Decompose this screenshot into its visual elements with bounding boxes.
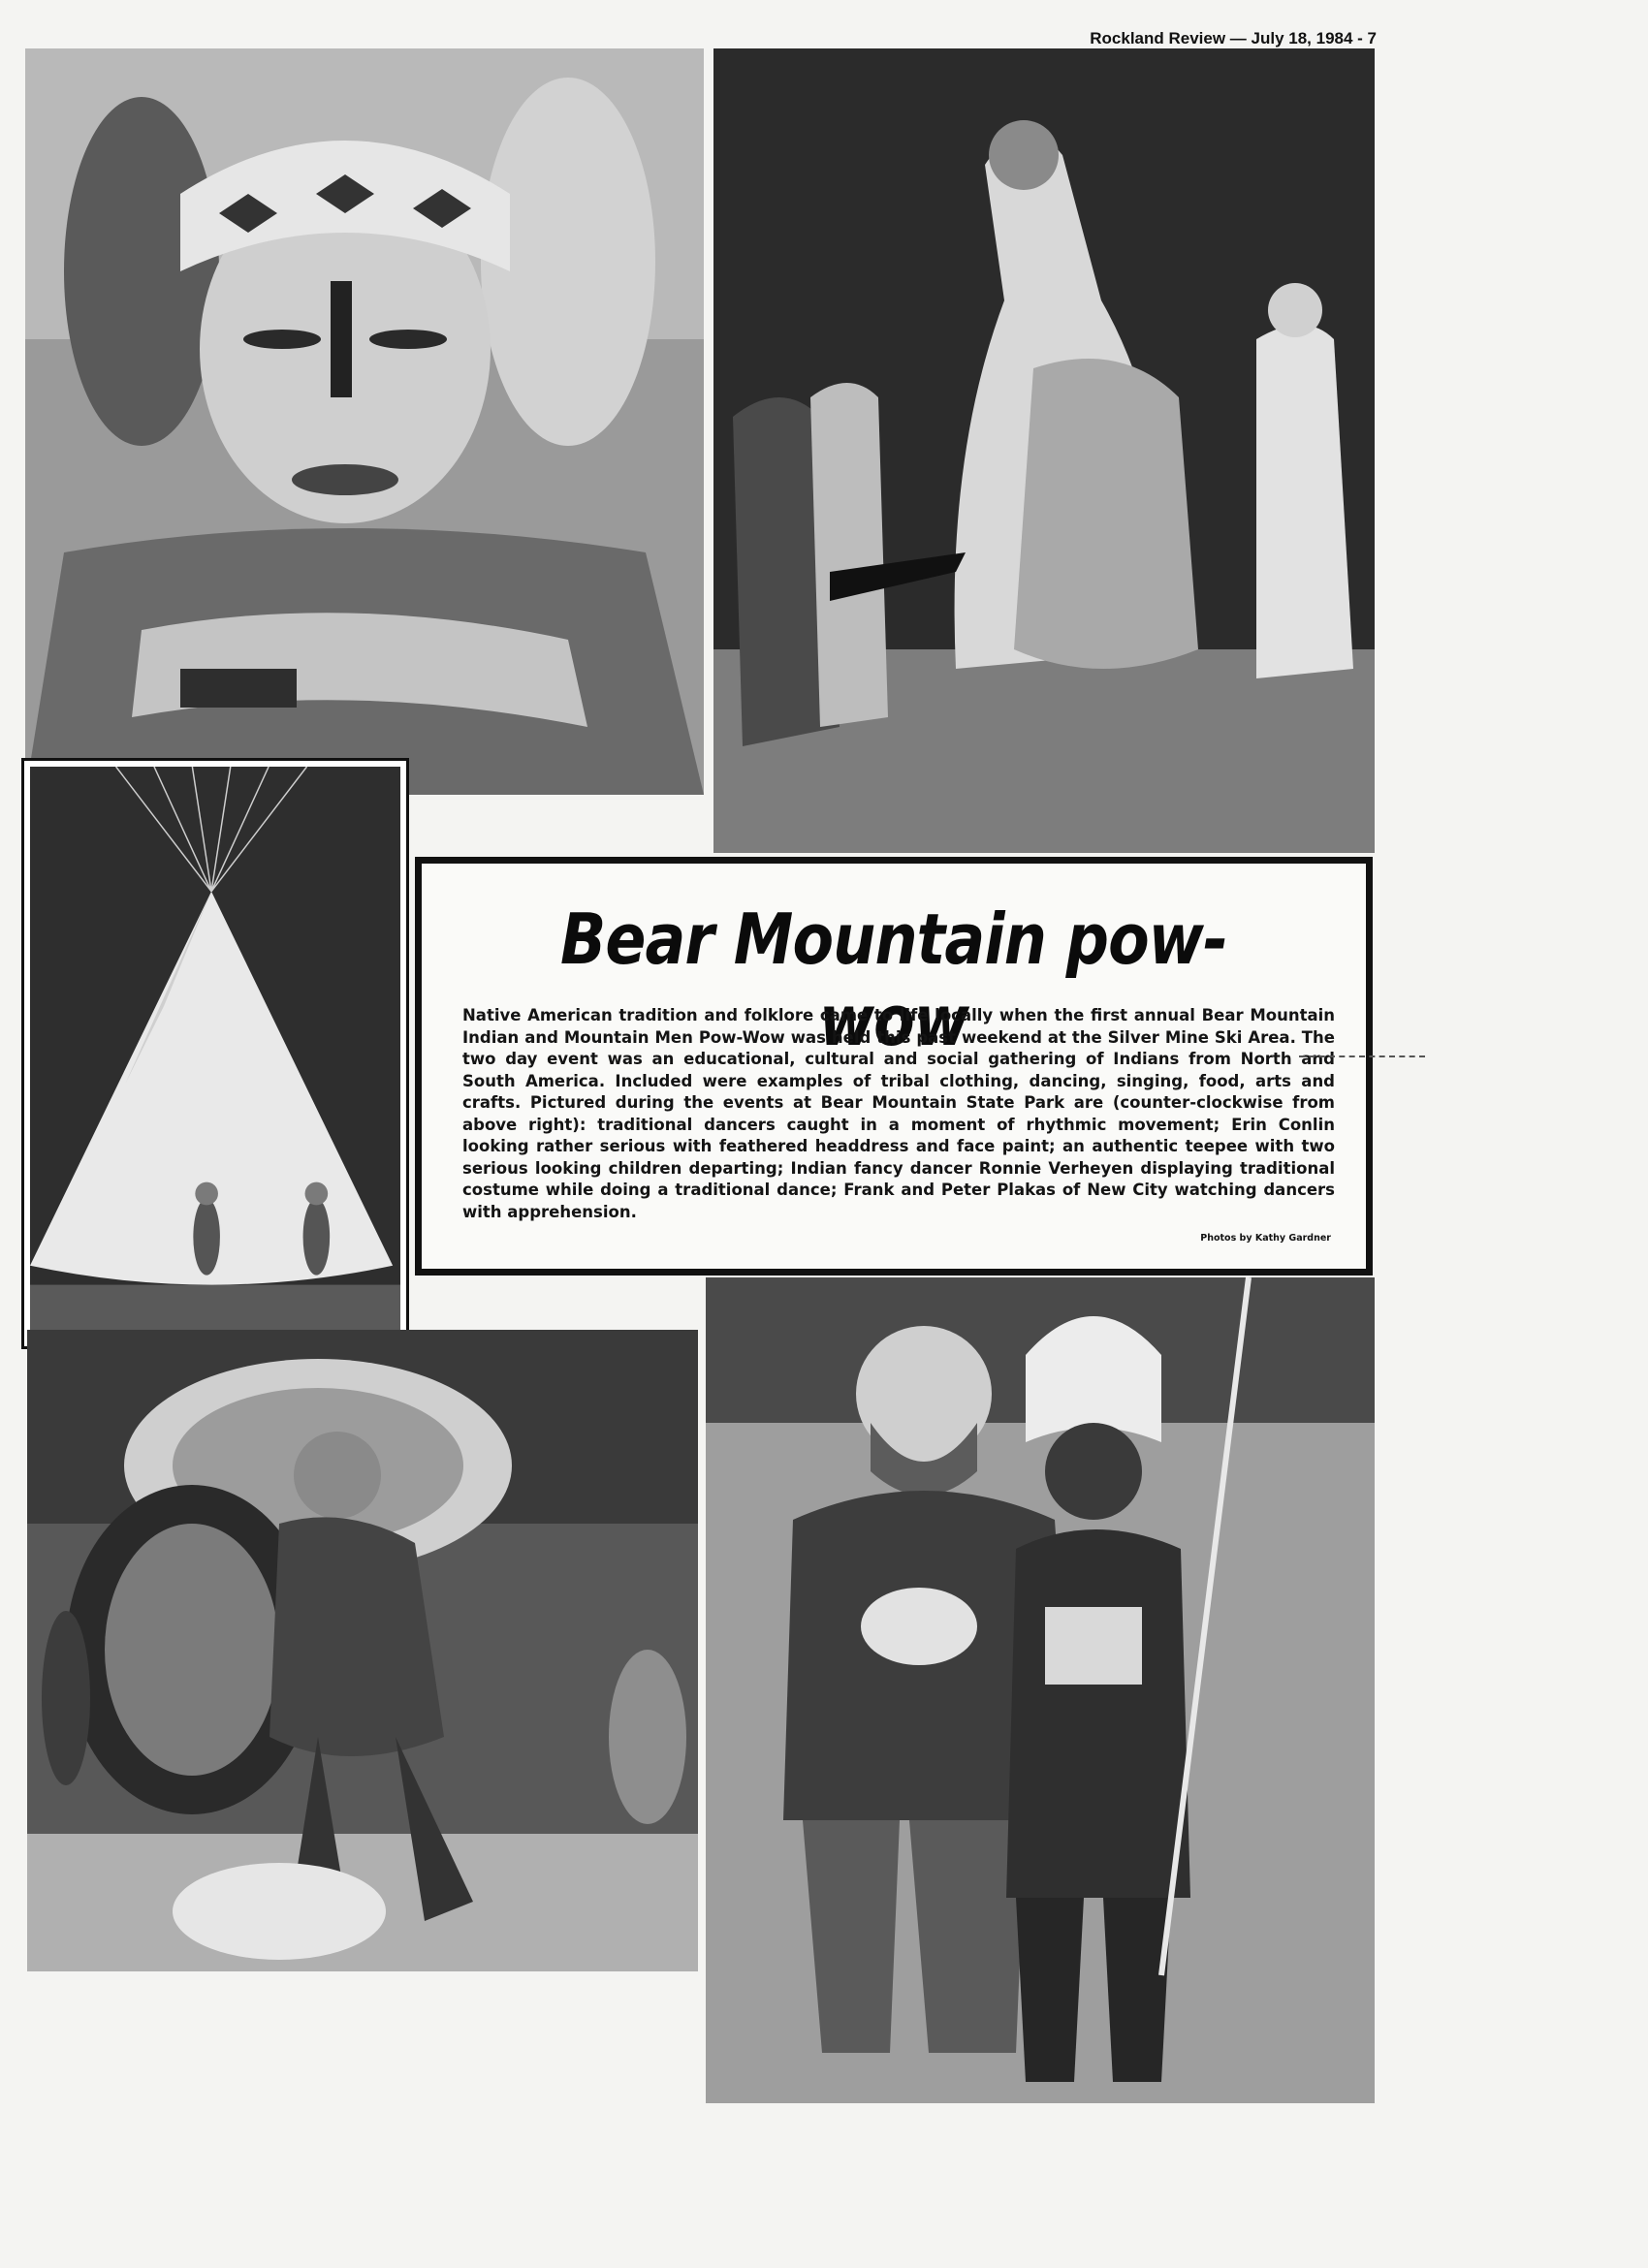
photo-credit: Photos by Kathy Gardner [1200,1233,1331,1244]
photo-teepee [21,758,409,1349]
photo-plakas-family [706,1277,1375,2103]
article-headline: Bear Mountain pow-wow [560,898,1227,1061]
photo-traditional-dancers [713,48,1375,853]
scan-artifact-line [1299,1055,1425,1059]
photo-fancy-dancer [27,1330,698,1971]
photo-child-face-paint [25,48,704,795]
article-caption-box [415,857,1373,1276]
page-header: Rockland Review — July 18, 1984 - 7 [1090,29,1377,47]
article-body: Native American tradition and folklore came to life locally when the first annual Bear Mountain Indian and Mountain Men Pow-Wow was held this past weekend at the Silver Mine Ski Area. The two day event was an educational, cultural and social gathering of Indians from North and South America. Included were examples of tribal clothing, dancing, singing, food, arts and crafts. Pictured during the events at Bear Mountain State Park are (counter-clockwise from above right): traditional dancers caught in a moment of rhythmic movement; Erin Conlin looking rather serious with feathered headdress and face paint; an authentic teepee with two serious looking children departing; Indian fancy dancer Ronnie Verheyen displaying traditional costume while doing a traditional dance; Frank and Peter Plakas of New City watching dancers with apprehension. [462,1006,1335,1221]
